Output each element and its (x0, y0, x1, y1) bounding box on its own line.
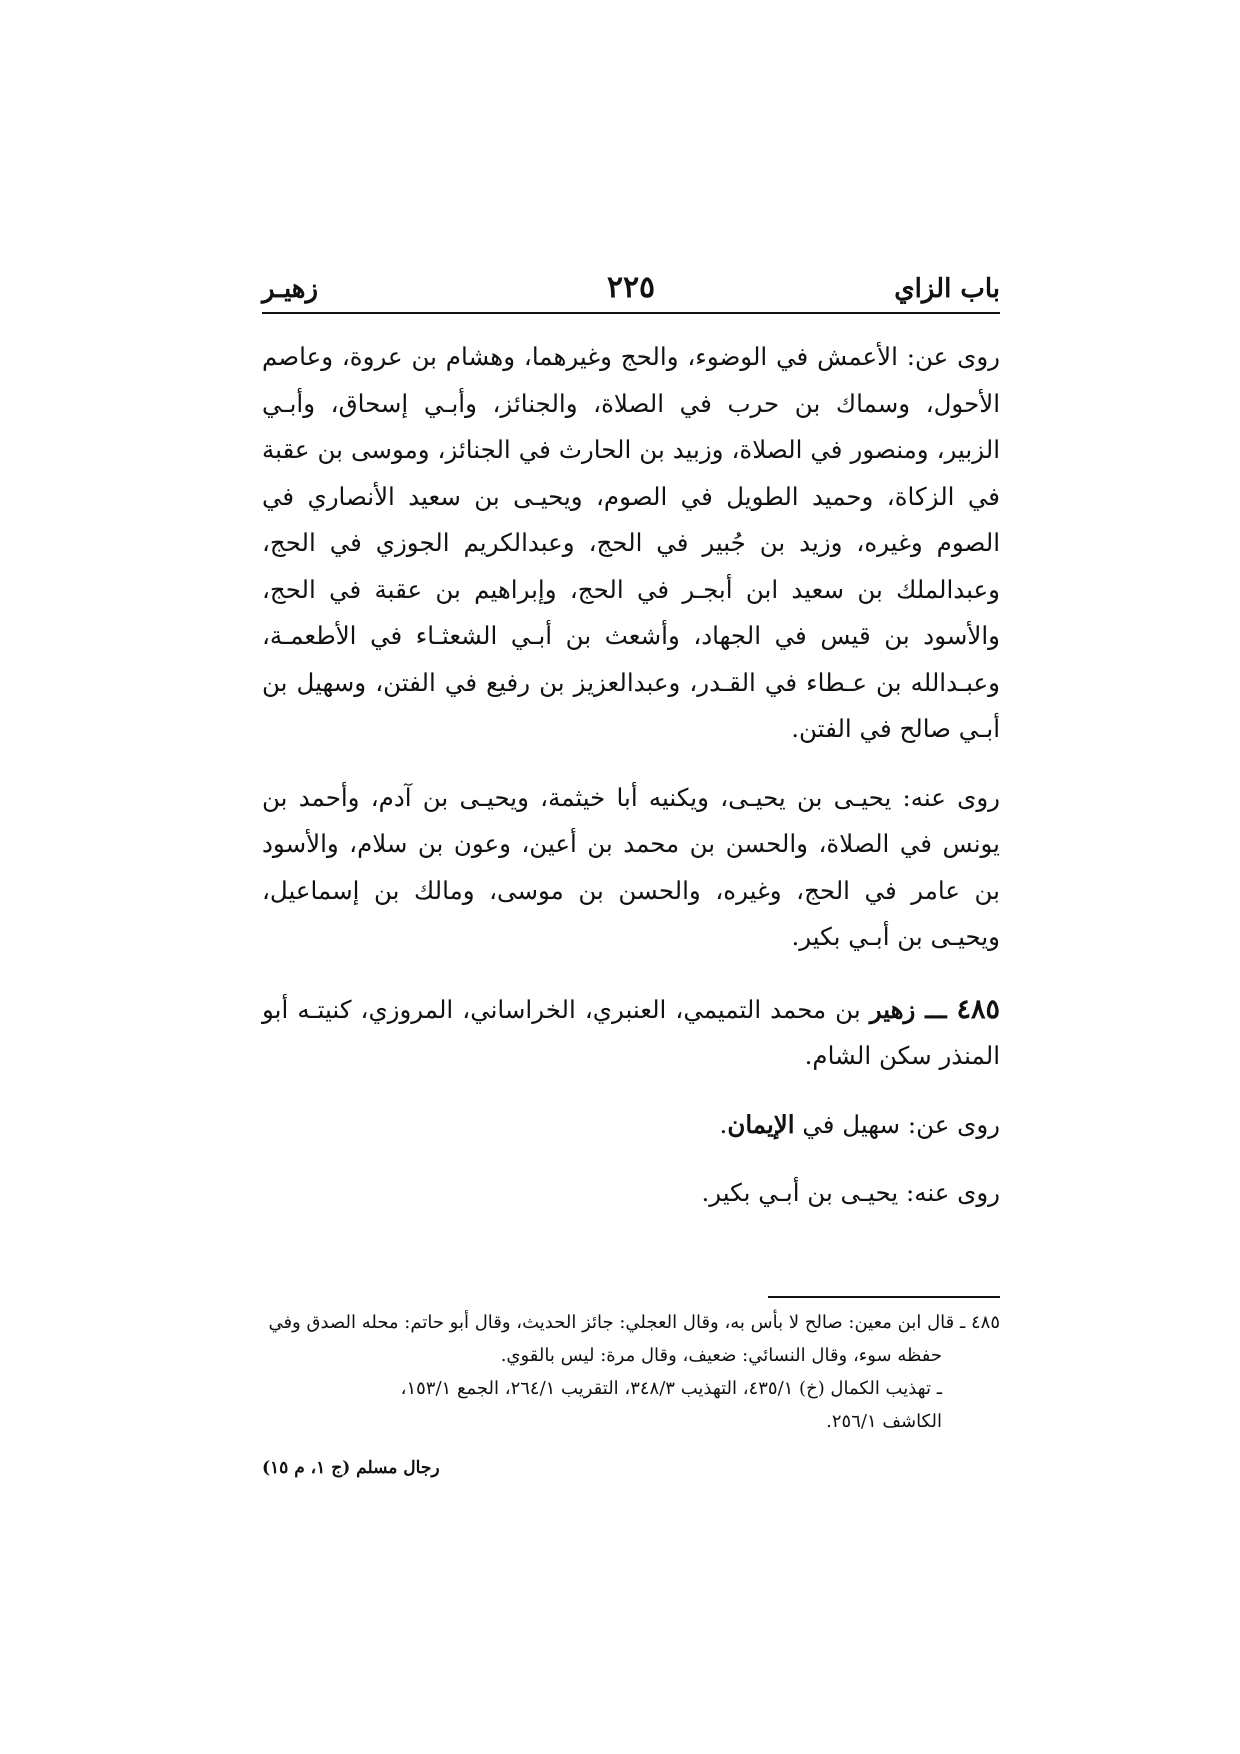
chapter-title: باب الزاي (894, 274, 1000, 304)
entry-narrated-from: روى عن: سهيل في الإيمان. (719, 1109, 1000, 1139)
footnote-line: حفظه سوء، وقال النسائي: ضعيف، وقال مرة: ليس بالقوي. (500, 1345, 942, 1366)
entry-description: بن محمد التميمي، العنبري، الخراساني، المروزي، كنيتـه أبو المنذر سكن الشام. (262, 994, 1000, 1070)
printer-signature: رجال مسلم (ج ١، م ١٥) (262, 1458, 440, 1478)
entry-485-paragraph (262, 987, 1000, 1080)
entry-number: ٤٨٥ (956, 993, 1001, 1025)
page-number: ٢٢٥ (606, 270, 656, 305)
iman-chapter: الإيمان (727, 1109, 795, 1139)
footnotes (262, 1306, 1000, 1438)
footnote-line: ٤٨٥ ـ قال ابن معين: صالح لا بأس به، وقال العجلي: جائز الحديث، وقال أبو حاتم: محله الصدق وفي (268, 1312, 1000, 1333)
footnote-line: الكاشف ٢٥٦/١. (826, 1411, 942, 1432)
entry-dash: ـــ (915, 994, 957, 1024)
entry-keyword: زهيـر (262, 274, 319, 304)
header-rule (262, 312, 1000, 314)
entry-narrated-by: روى عنه: يحيـى بن أبـي بكير. (701, 1178, 1000, 1207)
running-head (262, 270, 1000, 310)
main-text (262, 334, 1000, 1217)
narrated-from-paragraph: روى عن: الأعمش في الوضوء، والحج وغيرهما، وهشام بن عروة، وعاصم الأحول، وسماك بن حرب في الصلاة، والجنائز، وأبـي إسحاق، وأبـي الزبير، ومنصور في الصلاة، وزبيد بن الحارث في الجنائز، وموسى بن عقبة في الزكاة، وحميد الطويل في الصوم، ويحيـى بن سعيد الأنصاري في الصوم وغيره، وزيد بن جُبير في الحج، وعبدالكريم الجوزي في الحج، وعبدالملك بن سعيد ابن أبجـر في الحج، وإبراهيم بن عقبة في الحج، والأسود بن قيس في الجهاد، وأشعث بن أبـي الشعثـاء في الأطعمـة، وعبـدالله بن عـطاء في القـدر، وعبدالعزيز بن رفيع في الفتن، وسهيل بن أبـي صالح في الفتن. (262, 342, 1000, 743)
entry-name: زهير (869, 994, 916, 1024)
footnote-line: ـ تهذيب الكمال (خ) ٤٣٥/١، التهذيب ٣٤٨/٣، التقريب ٢٦٤/١، الجمع ١٥٣/١، (400, 1378, 942, 1399)
narrated-from-text: روى عن: سهيل في (794, 1109, 1000, 1139)
narrated-by-paragraph: روى عنه: يحيـى بن يحيـى، ويكنيه أبا خيثمة، ويحيـى بن آدم، وأحمد بن يونس في الصلاة، والحسن بن محمد بن أعين، وعون بن سلام، والأسود بن عامر في الحج، وغيره، والحسن بن موسى، ومالك بن إسماعيل، ويحيـى بن أبـي بكير. (262, 782, 1000, 951)
footnote-rule (768, 1296, 1000, 1298)
